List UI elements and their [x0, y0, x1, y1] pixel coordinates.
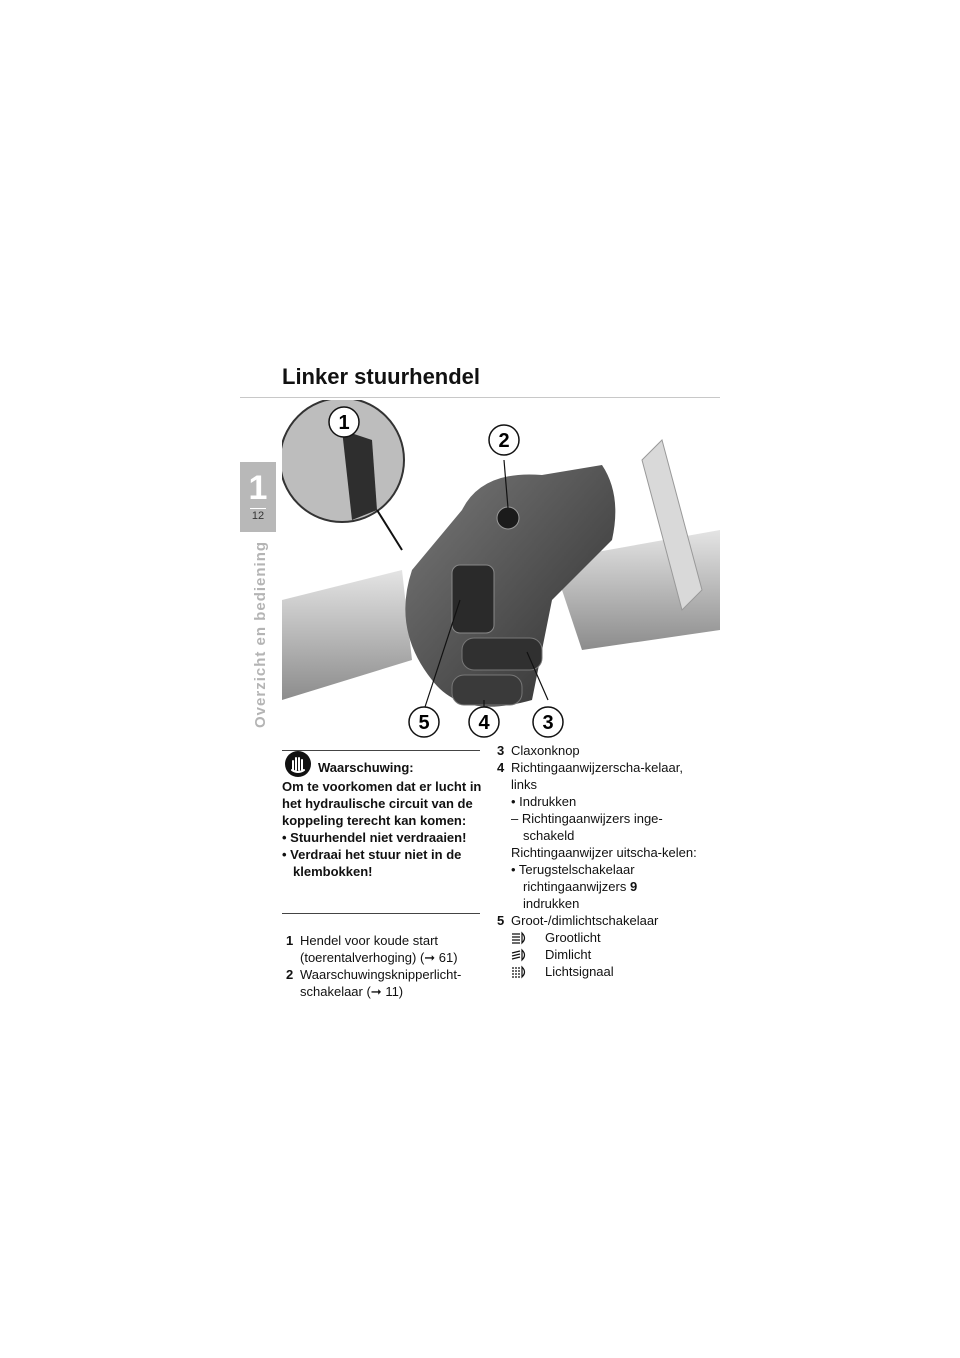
warning-hand-icon	[284, 750, 312, 778]
title-rule	[240, 397, 720, 398]
hazard-button	[497, 507, 519, 529]
callout-1	[329, 407, 359, 437]
warning-intro: Om te voorkomen dat er lucht in het hydraulische circuit van de koppeling terecht kan komen:	[282, 779, 482, 828]
list-item: 4 Richtingaanwijzerscha-kelaar, links	[497, 760, 683, 792]
instruction-heading: Richtingaanwijzer uitscha-kelen:	[511, 845, 697, 860]
callout-4-label: 4	[478, 712, 490, 734]
light-option: Lichtsignaal	[497, 963, 697, 980]
list-item: 2 Waarschuwingsknipperlicht-schakelaar (➞ 11)	[286, 967, 462, 999]
page-number: 12	[251, 510, 265, 522]
callout-5-label: 5	[418, 712, 430, 734]
chapter-number: 1	[248, 469, 268, 507]
side-chapter-title: Overzicht en bediening	[252, 540, 269, 728]
callout-1-label: 1	[338, 412, 350, 434]
callout-2	[489, 425, 519, 455]
flash-signal-icon	[511, 965, 529, 979]
list-item: 3 Claxonknop	[497, 743, 580, 758]
callout-3-label: 3	[542, 712, 554, 734]
instruction-result: – Richtingaanwijzers inge-schakeld	[511, 811, 663, 843]
high-beam-icon	[511, 931, 529, 945]
low-beam-icon	[511, 948, 529, 962]
chapter-divider	[250, 508, 266, 509]
warning-rule-bottom	[282, 913, 480, 914]
warning-body	[282, 778, 482, 880]
callout-5	[409, 707, 439, 737]
page-title: Linker stuurhendel	[282, 364, 481, 389]
horn-button	[462, 638, 542, 670]
legend-left	[286, 932, 486, 1000]
handlebar-photo	[282, 400, 720, 745]
indicator-switch	[452, 675, 522, 705]
instruction-step: • Indrukken	[511, 794, 577, 809]
light-option: Dimlicht	[497, 946, 697, 963]
callout-4	[469, 707, 499, 737]
light-switch	[452, 565, 494, 633]
list-item: 1 Hendel voor koude start (toerentalverhoging) (➞ 61)	[286, 933, 458, 965]
instruction-step: • Terugstelschakelaar richtingaanwijzers 9 indrukken	[511, 862, 638, 911]
callout-3	[533, 707, 563, 737]
warning-bullet: • Stuurhendel niet verdraaien!	[282, 830, 467, 845]
legend-right	[497, 742, 697, 980]
list-item: 5 Groot-/dimlichtschakelaar	[497, 913, 659, 928]
callout-2-label: 2	[498, 430, 510, 452]
warning-bullet: • Verdraai het stuur niet in de klembokken!	[282, 847, 462, 879]
light-option: Grootlicht	[497, 929, 697, 946]
warning-title: Waarschuwing:	[318, 760, 414, 775]
